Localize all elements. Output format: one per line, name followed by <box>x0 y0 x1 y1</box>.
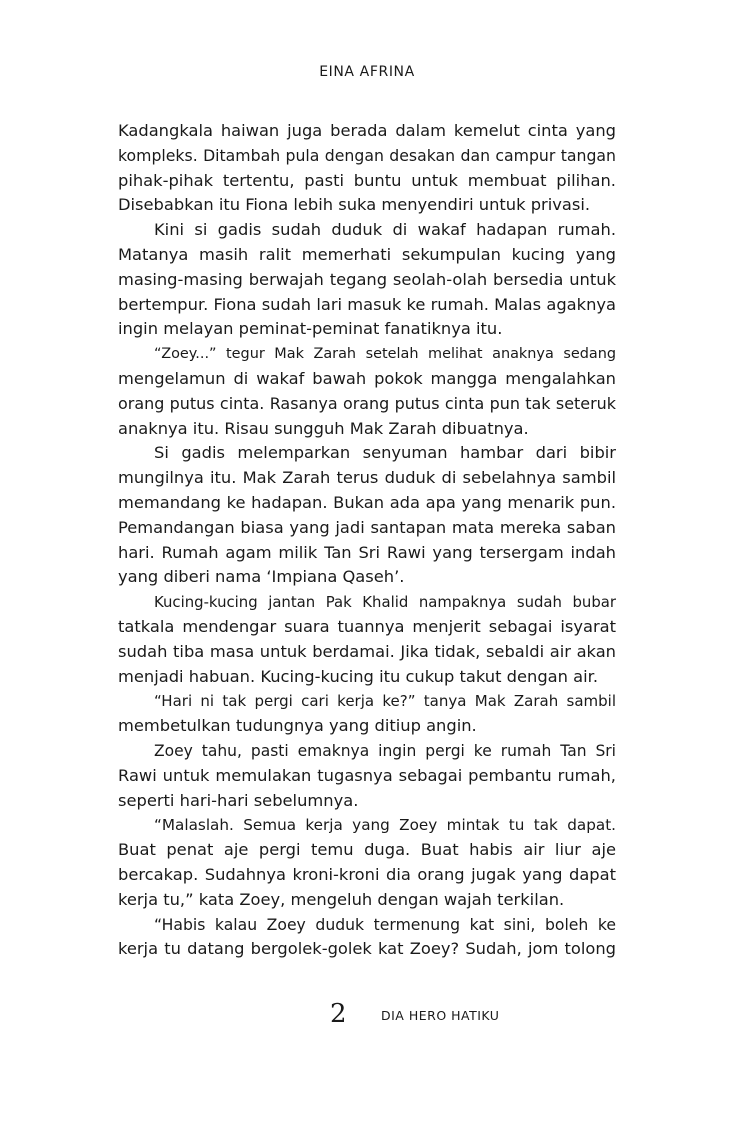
text-line: Buat penat aje pergi temu duga. Buat habis air liur aje <box>118 840 616 860</box>
running-header-author: EINA AFRINA <box>319 64 415 80</box>
text-line: membetulkan tudungnya yang ditiup angin. <box>118 716 477 736</box>
text-line: “Hari ni tak pergi cari kerja ke?” tanya Mak Zarah sambil <box>154 692 616 711</box>
page-number: 2 <box>330 999 347 1029</box>
paragraph <box>118 739 616 813</box>
text-line: anaknya itu. Risau sungguh Mak Zarah dibuatnya. <box>118 418 529 438</box>
paragraph <box>118 590 616 689</box>
text-line: “Habis kalau Zoey duduk termenung kat sini, boleh ke <box>154 914 616 934</box>
paragraph <box>118 342 616 441</box>
text-line: Kini si gadis sudah duduk di wakaf hadapan rumah. <box>154 220 616 240</box>
paragraph <box>118 813 616 912</box>
text-line: bercakap. Sudahnya kroni-kroni dia orang jugak yang dapat <box>118 864 616 884</box>
text-line: masing-masing berwajah tegang seolah-olah bersedia untuk <box>118 269 616 289</box>
text-line: Kucing-kucing jantan Pak Khalid nampaknya sudah bubar <box>154 593 616 612</box>
text-line: Si gadis melemparkan senyuman hambar dari bibir <box>154 443 616 463</box>
text-line: kerja tu datang bergolek-golek kat Zoey? Sudah, jom tolong <box>118 939 616 959</box>
text-line: Pemandangan biasa yang jadi santapan mata mereka saban <box>118 517 616 537</box>
page-body <box>118 119 616 962</box>
text-line: mengelamun di wakaf bawah pokok mangga mengalahkan <box>118 368 616 388</box>
text-line: memandang ke hadapan. Bukan ada apa yang menarik pun. <box>118 492 616 512</box>
text-line: kerja tu,” kata Zoey, mengeluh dengan wajah terkilan. <box>118 889 565 909</box>
paragraph <box>118 119 616 218</box>
text-line: kompleks. Ditambah pula dengan desakan dan campur tangan <box>118 145 616 165</box>
page-footer <box>0 1001 734 1031</box>
text-line: seperti hari-hari sebelumnya. <box>118 790 359 810</box>
text-line: Zoey tahu, pasti emaknya ingin pergi ke rumah Tan Sri <box>154 741 616 760</box>
paragraph <box>118 218 616 342</box>
text-line: menjadi habuan. Kucing-kucing itu cukup takut dengan air. <box>118 666 599 686</box>
text-line: Kadangkala haiwan juga berada dalam kemelut cinta yang <box>118 121 616 140</box>
text-line: hari. Rumah agam milik Tan Sri Rawi yang tersergam indah <box>118 542 616 562</box>
text-line: yang diberi nama ‘Impiana Qaseh’. <box>118 567 405 587</box>
paragraph <box>118 441 616 590</box>
paragraph <box>118 689 616 739</box>
text-line: Matanya masih ralit memerhati sekumpulan kucing yang <box>118 244 616 264</box>
text-line: orang putus cinta. Rasanya orang putus cinta pun tak seteruk <box>118 393 616 413</box>
text-line: bertempur. Fiona sudah lari masuk ke rumah. Malas agaknya <box>118 294 616 314</box>
text-line: “Malaslah. Semua kerja yang Zoey mintak tu tak dapat. <box>154 816 616 835</box>
text-line: Rawi untuk memulakan tugasnya sebagai pembantu rumah, <box>118 765 616 785</box>
text-line: mungilnya itu. Mak Zarah terus duduk di sebelahnya sambil <box>118 468 616 488</box>
paragraph <box>118 913 616 963</box>
text-line: tatkala mendengar suara tuannya menjerit sebagai isyarat <box>118 616 616 636</box>
text-line: ingin melayan peminat-peminat fanatiknya itu. <box>118 319 503 339</box>
text-line: sudah tiba masa untuk berdamai. Jika tidak, sebaldi air akan <box>118 641 616 661</box>
text-line: “Zoey...” tegur Mak Zarah setelah melihat anaknya sedang <box>154 346 616 363</box>
text-line: pihak-pihak tertentu, pasti buntu untuk membuat pilihan. <box>118 170 616 190</box>
text-line: Disebabkan itu Fiona lebih suka menyendiri untuk privasi. <box>118 195 591 215</box>
running-footer-title: DIA HERO HATIKU <box>381 1008 500 1023</box>
